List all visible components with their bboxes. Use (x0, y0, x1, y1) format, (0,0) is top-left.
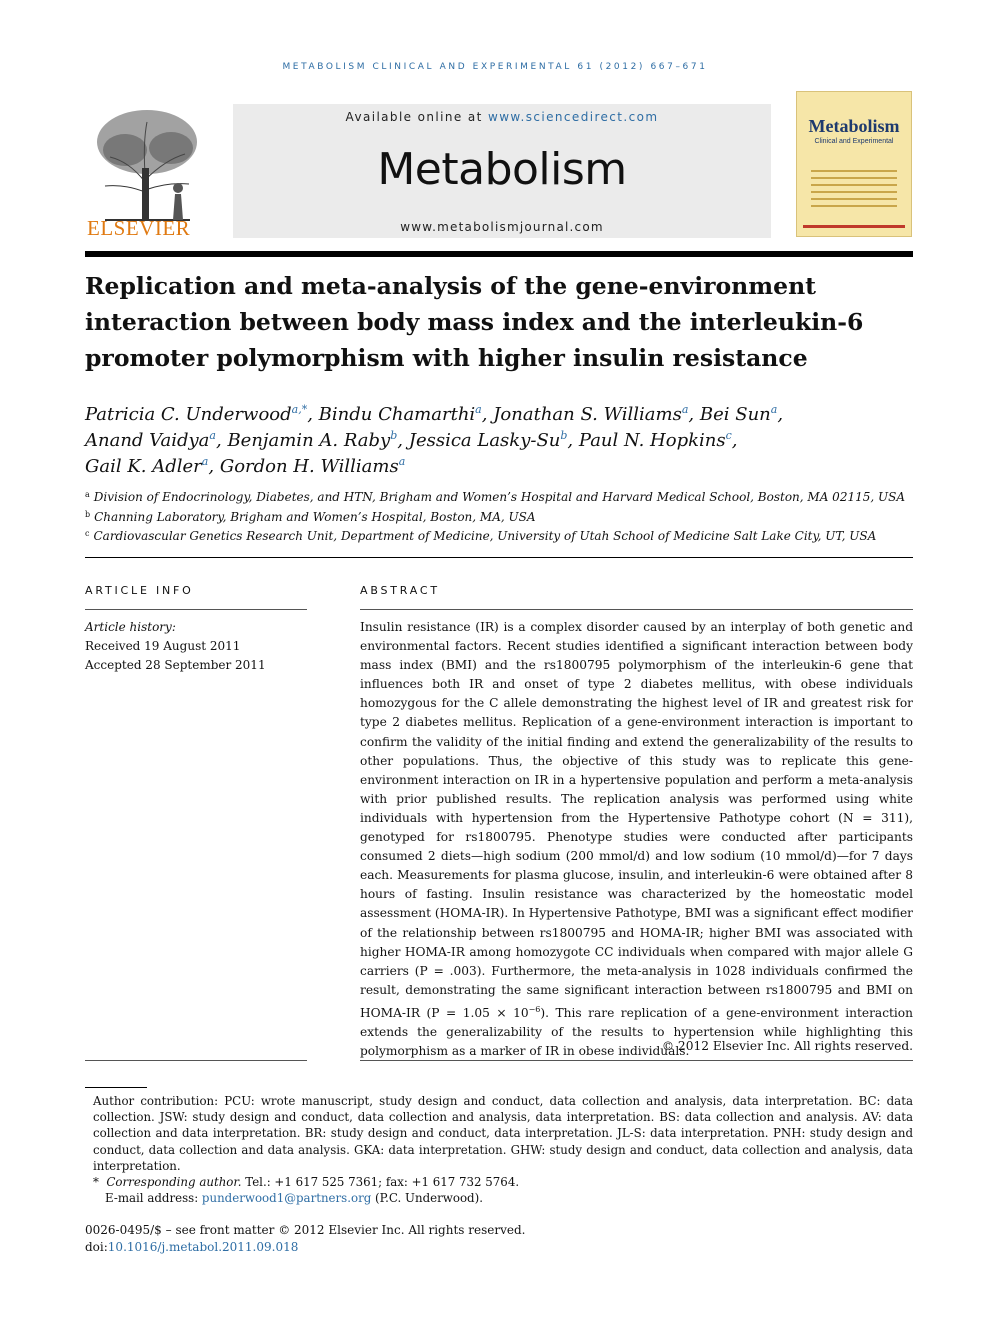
author-contribution-note: Author contribution: PCU: wrote manuscript, study design and conduct, data collection and analysis, data interpretation. BC: data collection. JSW: study design and conduct, data collection and analysis, data interpretation. BS: data collection and analysis. AV: data collection and data interpretation. BR: study design and conduct, data interpretation. JL-S: data interpretation. PNH: study design and conduct, data collection and data analysis. GKA: data interpretation. GHW: study design and conduct, data collection and analysis, data interpretation. (93, 1094, 913, 1173)
affiliation-key: c (85, 529, 90, 538)
author-name[interactable]: Jonathan S. Williams (493, 404, 682, 425)
author-separator: , (208, 456, 215, 477)
article-info-heading: ARTICLE INFO (85, 584, 194, 597)
title-line: promoter polymorphism with higher insulin resistance (85, 344, 808, 372)
author-name[interactable]: Bei Sun (699, 404, 771, 425)
cover-decoration (811, 170, 897, 212)
article-history (85, 618, 307, 675)
author-list (85, 402, 913, 480)
journal-banner (233, 104, 771, 238)
author-name[interactable]: Benjamin A. Raby (227, 430, 391, 451)
corresponding-label: Corresponding author. (106, 1175, 242, 1190)
available-online (233, 110, 771, 124)
corresponding-contact: Tel.: +1 617 525 7361; fax: +1 617 732 5764. (245, 1175, 520, 1190)
cover-title: Metabolism (808, 116, 900, 136)
title-line: Replication and meta-analysis of the gene-environment (85, 272, 817, 300)
author-separator: , (777, 404, 784, 425)
author-affiliation-mark[interactable]: b (390, 429, 398, 442)
abstract-copyright: © 2012 Elsevier Inc. All rights reserved. (661, 1039, 913, 1053)
affiliation-text: Division of Endocrinology, Diabetes, and HTN, Brigham and Women’s Hospital and Harvard Medical School, Boston, MA 02115, USA (93, 490, 905, 504)
accepted-date: Accepted 28 September 2011 (85, 658, 266, 672)
elsevier-tree-logo (85, 102, 210, 230)
journal-url[interactable]: www.metabolismjournal.com (400, 220, 604, 234)
title-line: interaction between body mass index and the interleukin-6 (85, 308, 864, 336)
affiliation-text: Cardiovascular Genetics Research Unit, Department of Medicine, University of Utah School of Medicine Salt Lake City, UT, USA (93, 529, 877, 543)
author-affiliation-mark[interactable]: a (681, 403, 689, 416)
doi-line (85, 1239, 913, 1256)
author-name[interactable]: Gordon H. Williams (219, 456, 399, 477)
abstract-paragraph (360, 618, 913, 1061)
author-name[interactable]: Patricia C. Underwood (85, 404, 292, 425)
author-separator: , (307, 404, 313, 425)
article-title (85, 268, 913, 376)
author-separator: , (215, 430, 222, 451)
footnotes (85, 1093, 913, 1206)
journal-cover-thumbnail (796, 91, 912, 237)
received-date: Received 19 August 2011 (85, 639, 241, 653)
elsevier-wordmark: ELSEVIER (87, 216, 191, 240)
author-name[interactable]: Paul N. Hopkins (578, 430, 726, 451)
author-line (85, 454, 913, 480)
abstract-body (360, 618, 913, 1061)
author-name[interactable]: Gail K. Adler (85, 456, 202, 477)
abstract-text: Insulin resistance (IR) is a complex disorder caused by an interplay of both genetic and environmental factors. Recent studies identified a significant interaction between body mass index (BMI) and the rs1800795 polymorphism of the interleukin-6 gene that influences both IR and onset of type 2 diabetes mellitus, with obese individuals homozygous for the C allele demonstrating the highest level of IR and greatest risk for type 2 diabetes mellitus. Replication of a gene-environment interaction is important to confirm the validity of the initial finding and extend the generalizability of the results to other populations. Thus, the objective of this study was to replicate this gene-environment interaction on IR in a hypertensive population and perform a meta-analysis with prior published results. The replication analysis was performed using white individuals with hypertension from the Hypertensive Pathotype cohort (N = 311), genotyped for rs1800795. Phenotype studies were conducted after participants consumed 2 diets—high sodium (200 mmol/d) and low sodium (10 mmol/d)—for 7 days each. Measurements for plasma glucose, insulin, and interleukin-6 were obtained after 8 hours of fasting. Insulin resistance was characterized by the homeostatic model assessment (HOMA-IR). In Hypertensive Pathotype, BMI was a significant effect modifier of the relationship between rs1800795 and HOMA-IR; higher BMI was associated with higher HOMA-IR among homozygote CC individuals when compared with major allele G carriers (P = .003). Furthermore, the meta-analysis in 1028 individuals confirmed the result, demonstrating the same significant interaction between rs1800795 and BMI on HOMA-IR (P = 1.05 × 10 (360, 620, 913, 1020)
abstract-rule (360, 609, 913, 610)
abstract-exponent: −6 (528, 1004, 541, 1014)
author-affiliation-mark[interactable]: a (209, 429, 216, 442)
affiliation-key: b (85, 509, 91, 519)
author-separator: , (397, 430, 403, 451)
author-name[interactable]: Anand Vaidya (85, 430, 210, 451)
abstract-bottom-rule (360, 1060, 913, 1061)
author-line (85, 402, 913, 428)
abstract-heading: ABSTRACT (360, 584, 440, 597)
author-affiliation-mark[interactable]: a (201, 455, 209, 468)
author-affiliation-mark[interactable]: a (770, 403, 778, 416)
article-info-rule (85, 609, 307, 610)
affiliation-key: a (85, 490, 90, 499)
author-separator: , (567, 430, 574, 451)
author-affiliation-mark[interactable]: b (560, 429, 568, 442)
doi-prefix: doi: (85, 1240, 108, 1254)
journal-name: Metabolism (377, 144, 627, 195)
header-rule (85, 251, 913, 257)
author-affiliation-mark[interactable]: c (725, 429, 732, 442)
author-separator: , (731, 430, 738, 451)
author-line (85, 428, 913, 454)
author-separator: , (481, 404, 488, 425)
doi-link[interactable]: 10.1016/j.metabol.2011.09.018 (107, 1240, 299, 1254)
abstract-text-end: ). This rare replication of a gene-environment interaction extends the generalizability of the results to hypertension while highlighting this polymorphism as a marker of IR in obese individuals. (360, 1005, 913, 1059)
email-note (85, 1190, 913, 1206)
email-label: E-mail address: (105, 1191, 199, 1206)
affiliation-text: Channing Laboratory, Brigham and Women’s Hospital, Boston, MA, USA (94, 509, 536, 524)
corresponding-mark: * (93, 1175, 99, 1190)
section-rule (85, 557, 913, 558)
cover-subtitle: Clinical and Experimental (814, 138, 894, 145)
issn-block (85, 1222, 913, 1256)
article-info-bottom-rule (85, 1060, 307, 1061)
author-name[interactable]: Jessica Lasky-Su (408, 430, 561, 451)
available-online-label: Available online at (345, 110, 483, 124)
affiliation-list (85, 488, 913, 547)
issn-line: 0026-0495/$ – see front matter © 2012 Elsevier Inc. All rights reserved. (85, 1223, 526, 1237)
author-name[interactable]: Bindu Chamarthi (318, 404, 476, 425)
sciencedirect-link[interactable]: www.sciencedirect.com (487, 110, 659, 124)
author-separator: , (688, 404, 695, 425)
running-head: METABOLISM CLINICAL AND EXPERIMENTAL 61 (2012) 667–671 (282, 62, 708, 72)
affiliation-item (85, 527, 913, 547)
affiliation-item (85, 508, 913, 528)
author-affiliation-mark[interactable]: a (398, 455, 406, 468)
footnote-rule (85, 1087, 147, 1088)
email-link[interactable]: punderwood1@partners.org (201, 1191, 372, 1206)
email-suffix: (P.C. Underwood). (375, 1191, 483, 1206)
corresponding-author-note (85, 1174, 913, 1190)
author-affiliation-mark[interactable]: a,* (291, 403, 308, 416)
history-label: Article history: (85, 620, 176, 634)
author-affiliation-mark[interactable]: a (475, 403, 482, 416)
cover-footer-bar (803, 225, 905, 228)
masthead (85, 90, 913, 240)
affiliation-item (85, 488, 913, 508)
